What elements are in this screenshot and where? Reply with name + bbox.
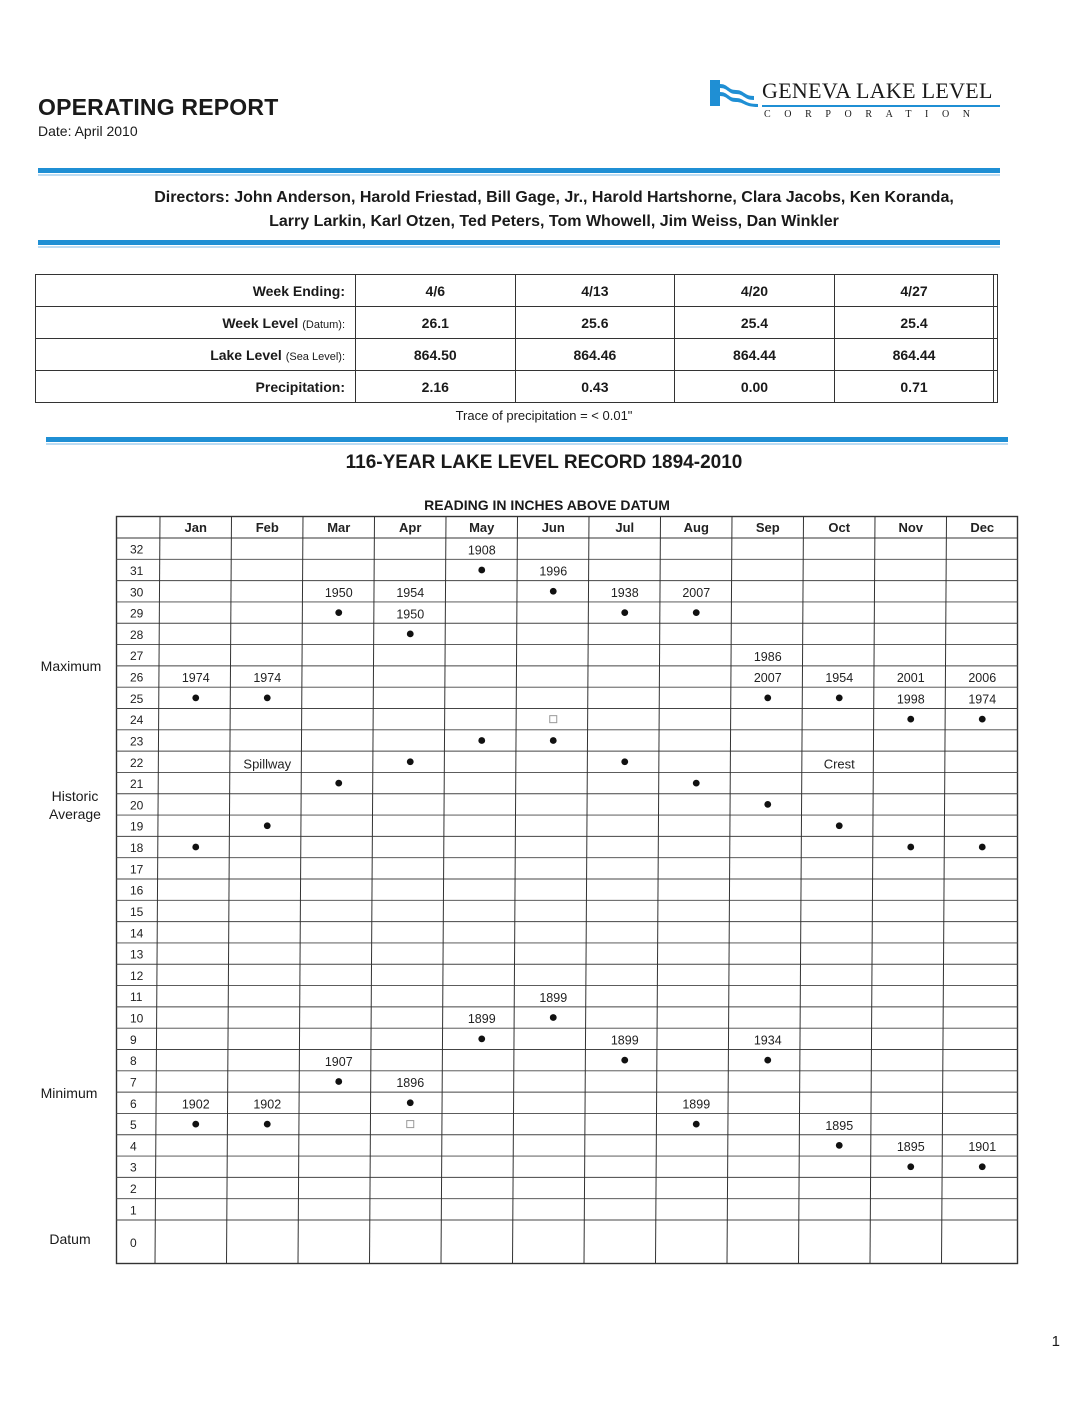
minimum-year-label: 1934	[753, 1033, 782, 1048]
directors-line-2: Larry Larkin, Karl Otzen, Ted Peters, Tom Whowell, Jim Weiss, Dan Winkler	[269, 213, 839, 230]
grid-line	[370, 516, 375, 1264]
minimum-year-label: 1907	[324, 1054, 353, 1069]
weekly-row-label	[36, 339, 356, 371]
historic-average-marker	[335, 780, 342, 787]
minimum-marker	[550, 1014, 557, 1021]
weekly-row	[36, 307, 998, 339]
maximum-marker	[335, 609, 342, 616]
historic-average-marker	[836, 822, 843, 829]
month-header: Nov	[898, 520, 924, 535]
weekly-cell: 0.43	[515, 371, 675, 403]
minimum-marker	[264, 1121, 271, 1128]
month-header: Feb	[255, 520, 279, 535]
minimum-year-label: 1902	[253, 1097, 282, 1112]
weekly-row	[36, 275, 998, 307]
weekly-level-table	[35, 274, 998, 403]
level-label: 30	[130, 585, 144, 600]
side-label-maximum: Maximum	[40, 658, 102, 674]
weekly-cell: 864.44	[834, 339, 994, 371]
minimum-marker	[693, 1121, 700, 1128]
level-label: 22	[130, 755, 144, 770]
weekly-cell	[994, 275, 998, 307]
level-label: 27	[130, 649, 144, 664]
side-label-datum: Datum	[49, 1231, 91, 1247]
level-label: 12	[130, 968, 144, 983]
weekly-cell: 4/6	[356, 275, 516, 307]
level-label: 14	[130, 926, 144, 941]
level-label: 20	[130, 798, 144, 813]
level-label: 32	[130, 542, 144, 557]
maximum-year-label: 1974	[968, 692, 997, 707]
logo-name: GENEVA LAKE LEVEL	[762, 78, 993, 103]
historic-average-marker	[693, 780, 700, 787]
maximum-year-label: 1954	[825, 671, 854, 686]
maximum-marker	[264, 694, 271, 701]
maximum-marker	[192, 694, 199, 701]
maximum-year-label: 1954	[396, 585, 425, 600]
level-label: 16	[130, 883, 144, 898]
minimum-marker	[478, 1035, 485, 1042]
weekly-cell: 864.44	[675, 339, 835, 371]
report-date: Date: April 2010	[38, 123, 138, 139]
side-label-minimum: Minimum	[40, 1085, 98, 1101]
minimum-year-label: 1899	[610, 1033, 639, 1048]
weekly-row-label-text: Week Level	[222, 314, 303, 331]
weekly-cell: 25.6	[515, 307, 675, 339]
level-label: 18	[130, 841, 144, 856]
current-year-marker	[550, 716, 557, 723]
grid-line	[656, 516, 661, 1264]
month-header: Jun	[541, 520, 565, 535]
minimum-marker	[335, 1078, 342, 1085]
precipitation-note: Trace of precipitation = < 0.01"	[455, 408, 633, 423]
maximum-marker	[550, 588, 557, 595]
historic-average-marker	[478, 737, 485, 744]
level-label: 1	[130, 1203, 137, 1218]
minimum-marker	[979, 1163, 986, 1170]
blue-divider	[46, 437, 1008, 442]
weekly-cell: 4/13	[515, 275, 675, 307]
minimum-year-label: 1895	[896, 1140, 925, 1155]
historic-average-marker	[407, 758, 414, 765]
maximum-marker	[478, 567, 485, 574]
level-label: 31	[130, 563, 144, 578]
weekly-cell: 25.4	[675, 307, 835, 339]
minimum-year-label: 1895	[825, 1118, 854, 1133]
level-label: 25	[130, 691, 144, 706]
weekly-cell: 864.46	[515, 339, 675, 371]
level-label: 10	[130, 1011, 144, 1026]
historic-average-marker	[979, 844, 986, 851]
month-header: Mar	[327, 520, 351, 535]
weekly-cell: 4/27	[834, 275, 994, 307]
weekly-row	[36, 339, 998, 371]
weekly-cell: 25.4	[834, 307, 994, 339]
month-header: May	[469, 520, 495, 535]
weekly-cell	[994, 307, 998, 339]
level-label: 13	[130, 947, 144, 962]
level-label: 2	[130, 1182, 137, 1197]
grid-line	[870, 516, 875, 1264]
blue-divider	[38, 240, 1000, 245]
historic-average-marker	[764, 801, 771, 808]
weekly-cell	[994, 371, 998, 403]
weekly-row	[36, 371, 998, 403]
annotation-label: Spillway	[243, 756, 292, 772]
level-label: 9	[130, 1032, 137, 1047]
level-label: 15	[130, 904, 144, 919]
weekly-cell: 864.50	[356, 339, 516, 371]
maximum-year-label: 2006	[968, 671, 997, 686]
grid-line	[584, 516, 589, 1264]
grid-line	[799, 516, 804, 1264]
minimum-marker	[621, 1057, 628, 1064]
current-year-marker	[407, 1121, 414, 1128]
side-label-historic-average	[30, 787, 120, 823]
level-label: 0	[130, 1236, 137, 1250]
historic-average-marker	[550, 737, 557, 744]
maximum-year-label: 2007	[753, 671, 782, 686]
minimum-marker	[407, 1099, 414, 1106]
grid-line	[298, 516, 303, 1264]
weekly-row-label	[36, 275, 356, 307]
maximum-marker	[907, 716, 914, 723]
blue-divider	[38, 168, 1000, 173]
minimum-year-label: 1899	[539, 990, 568, 1005]
weekly-row-label-text: Week Ending:	[252, 282, 345, 299]
month-header: Sep	[755, 520, 780, 535]
weekly-cell: 26.1	[356, 307, 516, 339]
blue-divider-shadow	[46, 443, 1008, 445]
wave-logo-icon	[710, 76, 760, 108]
minimum-year-label: 1901	[968, 1140, 997, 1155]
month-header: Jul	[615, 520, 635, 535]
level-label: 21	[130, 777, 144, 792]
maximum-year-label: 1974	[253, 671, 282, 686]
minimum-year-label: 1896	[396, 1076, 425, 1091]
historic-average-marker	[192, 844, 199, 851]
level-label: 4	[130, 1139, 137, 1154]
grid-line	[513, 516, 518, 1264]
weekly-cell: 2.16	[356, 371, 516, 403]
maximum-marker	[407, 631, 414, 638]
record-title: 116-YEAR LAKE LEVEL RECORD 1894-2010	[345, 452, 743, 473]
maximum-year-label: 2001	[896, 671, 925, 686]
minimum-year-label: 1902	[181, 1097, 210, 1112]
level-label: 28	[130, 627, 144, 642]
report-title: OPERATING REPORT	[38, 94, 279, 120]
minimum-year-label: 1899	[467, 1012, 496, 1027]
month-header: Dec	[970, 520, 995, 535]
maximum-marker	[764, 694, 771, 701]
month-header: Jan	[184, 520, 207, 535]
month-header: Apr	[399, 520, 422, 535]
maximum-year-label: 1938	[610, 585, 639, 600]
maximum-year-label: 1950	[396, 607, 425, 622]
annotation-label: Crest	[823, 756, 855, 772]
level-label: 19	[130, 819, 144, 834]
logo-rule	[762, 105, 1000, 107]
weekly-row-label-text: Precipitation:	[255, 378, 345, 395]
level-label: 7	[130, 1075, 137, 1090]
page-number: 1	[1051, 1333, 1060, 1350]
level-label: 6	[130, 1096, 137, 1111]
maximum-year-label: 2007	[682, 585, 711, 600]
maximum-year-label: 1908	[467, 543, 496, 558]
lake-level-record-chart	[116, 516, 1018, 1264]
level-label: 8	[130, 1054, 137, 1069]
minimum-marker	[907, 1163, 914, 1170]
weekly-cell: 0.00	[675, 371, 835, 403]
weekly-row-label-unit: (Datum):	[302, 318, 345, 331]
grid-line	[727, 516, 732, 1264]
weekly-row-label	[36, 371, 356, 403]
level-label: 11	[130, 990, 143, 1005]
minimum-marker	[192, 1121, 199, 1128]
historic-average-marker	[264, 822, 271, 829]
historic-average-marker	[907, 844, 914, 851]
month-header: Aug	[683, 520, 709, 535]
maximum-year-label: 1974	[181, 671, 210, 686]
maximum-marker	[836, 694, 843, 701]
level-label: 17	[130, 862, 144, 877]
level-label: 23	[130, 734, 144, 749]
lake-level-record-svg	[116, 516, 1018, 1264]
grid-line	[942, 516, 947, 1264]
logo-subtitle: CORPORATION	[764, 109, 984, 120]
weekly-cell: 4/20	[675, 275, 835, 307]
maximum-marker	[621, 609, 628, 616]
maximum-year-label: 1996	[539, 564, 568, 579]
month-header: Oct	[828, 520, 851, 535]
minimum-marker	[764, 1057, 771, 1064]
weekly-row-label-text: Lake Level	[210, 346, 286, 363]
grid-border	[117, 517, 1018, 1264]
weekly-row-label	[36, 307, 356, 339]
level-label: 29	[130, 606, 144, 621]
grid-line	[227, 516, 232, 1264]
level-label: 5	[130, 1118, 137, 1133]
record-subtitle: READING IN INCHES ABOVE DATUM	[424, 497, 670, 513]
company-logo	[710, 76, 1002, 126]
minimum-marker	[836, 1142, 843, 1149]
directors-list	[100, 186, 1008, 234]
maximum-year-label: 1998	[896, 692, 925, 707]
level-label: 3	[130, 1160, 137, 1175]
level-label: 26	[130, 670, 144, 685]
weekly-cell	[994, 339, 998, 371]
side-label-average: Average	[49, 806, 101, 822]
weekly-row-label-unit: (Sea Level):	[285, 350, 345, 363]
maximum-year-label: 1986	[753, 649, 782, 664]
blue-divider-shadow	[38, 246, 1000, 248]
directors-line-1: Directors: John Anderson, Harold Friestad, Bill Gage, Jr., Harold Hartshorne, Clara Jacobs, Ken Koranda,	[154, 189, 954, 206]
weekly-cell: 0.71	[834, 371, 994, 403]
maximum-marker	[979, 716, 986, 723]
side-label-historic: Historic	[51, 788, 99, 804]
maximum-marker	[693, 609, 700, 616]
maximum-year-label: 1950	[324, 585, 353, 600]
minimum-year-label: 1899	[682, 1097, 711, 1112]
grid-line	[441, 516, 446, 1264]
blue-divider-shadow	[38, 174, 1000, 176]
level-label: 24	[130, 713, 144, 728]
grid-line	[155, 516, 160, 1264]
historic-average-marker	[621, 758, 628, 765]
